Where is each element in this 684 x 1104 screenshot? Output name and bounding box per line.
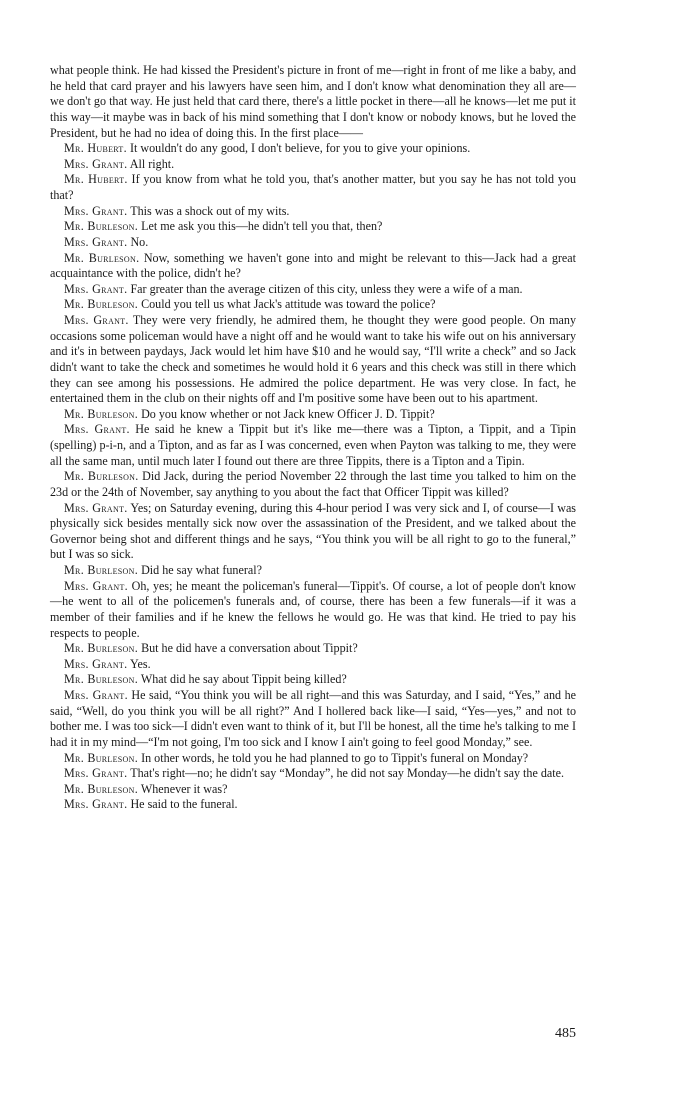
paragraph-text: In other words, he told you he had planned to go to Tippit's funeral on Monday? [141, 750, 529, 765]
speaker-name: Mrs. Grant. [64, 578, 128, 593]
transcript-paragraph [50, 172, 576, 203]
speaker-name: Mr. Burleson. [64, 781, 139, 796]
paragraph-text: That's right—no; he didn't say “Monday”, he did not say Monday—he didn't say the date. [130, 766, 565, 781]
speaker-name: Mrs. Grant. [64, 422, 130, 437]
paragraph-text: Let me ask you this—he didn't tell you that, then? [141, 219, 383, 234]
paragraph-text: Oh, yes; he meant the policeman's funeral—Tippit's. Of course, a lot of people don't know—he went to all of the policemen's funerals and, of course, there has been a few funerals—if it was a member of their families and if he knew the fellows he would go. He was that kind. He tried to pay his respects to people. [50, 578, 576, 640]
transcript-paragraph [50, 688, 576, 751]
transcript-paragraph [50, 235, 576, 251]
paragraph-text: What did he say about Tippit being killed? [140, 672, 347, 687]
speaker-name: Mrs. Grant. [64, 766, 128, 781]
transcript-paragraph [50, 501, 576, 564]
transcript-paragraph [50, 672, 576, 688]
transcript-page [50, 63, 576, 813]
speaker-name: Mrs. Grant. [64, 656, 128, 671]
speaker-name: Mrs. Grant. [64, 234, 128, 249]
transcript-paragraph [50, 579, 576, 642]
paragraph-text: Could you tell us what Jack's attitude was toward the police? [141, 297, 436, 312]
paragraph-text: Did Jack, during the period November 22 through the last time you talked to him on the 23d or the 24th of November, say anything to you about the fact that Officer Tippit was killed? [50, 469, 576, 499]
transcript-paragraph [50, 157, 576, 173]
speaker-name: Mr. Burleson. [64, 750, 139, 765]
paragraph-text: Now, something we haven't gone into and might be relevant to this—Jack had a great acquaintance with the police, didn't he? [50, 250, 576, 281]
speaker-name: Mr. Hubert. [64, 141, 127, 156]
transcript-paragraph [50, 251, 576, 282]
speaker-name: Mrs. Grant. [64, 281, 128, 296]
paragraph-text: He said, “You think you will be all right—and this was Saturday, and I said, “Yes,” and he said, “Well, do you think you will be all right?” And I hollered back like—I said, “Yes—yes,” and not to bother me. I was too sick—I didn't even want to think of it, but I'll be honest, all the time he's talking to me I had it in my mind—“I'm not going, I'm too sick and I know I ain't going to feel good Monday,” see. [50, 688, 577, 749]
paragraph-text: what people think. He had kissed the President's picture in front of me—right in front of me like a baby, and he held that card prayer and his lawyers have seen him, and I don't know what denomination they all are—we don't go that way. He just held that card there, there's a little pocket in there—all he knows—let me put it this way—it maybe was in back of his mind something that I don't know or nobody knows, but he loved the President, but he had no idea of doing this. In the first place—— [50, 63, 576, 140]
transcript-paragraph [50, 297, 576, 313]
transcript-paragraph [50, 782, 576, 798]
transcript-paragraph [50, 141, 576, 157]
speaker-name: Mrs. Grant. [64, 797, 128, 812]
speaker-name: Mr. Burleson. [64, 469, 139, 484]
paragraph-text: All right. [129, 156, 175, 171]
speaker-name: Mrs. Grant. [64, 688, 128, 702]
speaker-name: Mrs. Grant. [64, 500, 128, 515]
paragraph-text: Far greater than the average citizen of this city, unless they were a wife of a man. [130, 281, 523, 296]
speaker-name: Mr. Burleson. [64, 297, 139, 312]
paragraph-text: It wouldn't do any good, I don't believe, for you to give your opinions. [129, 141, 471, 156]
transcript-paragraph [50, 641, 576, 657]
speaker-name: Mr. Hubert. [64, 172, 128, 187]
transcript-paragraph [50, 407, 576, 423]
transcript-paragraph [50, 204, 576, 220]
transcript-paragraph [50, 766, 576, 782]
page-number: 485 [555, 1026, 576, 1041]
transcript-paragraph [50, 563, 576, 579]
speaker-name: Mr. Burleson. [64, 641, 139, 656]
transcript-paragraph [50, 313, 576, 407]
paragraph-text: This was a shock out of my wits. [130, 203, 290, 218]
transcript-paragraph [50, 422, 576, 469]
paragraph-text: Whenever it was? [140, 781, 228, 796]
paragraph-text: Yes; on Saturday evening, during this 4-hour period I was very sick and I, of course—I was physically sick besides mentally sick now over the assassination of the President, and we talked about the Governor being shot and different things and he says, “You think you will be all right to go to the funeral,” but I was so sick. [50, 500, 577, 562]
speaker-name: Mr. Burleson. [64, 406, 139, 421]
transcript-paragraph [50, 63, 576, 141]
paragraph-text: Did he say what funeral? [141, 563, 262, 577]
paragraph-text: But he did have a conversation about Tippit? [141, 641, 358, 656]
transcript-paragraph [50, 282, 576, 298]
paragraph-text: He said to the funeral. [130, 797, 238, 812]
paragraph-text: No. [130, 234, 149, 249]
speaker-name: Mr. Burleson. [64, 250, 140, 265]
transcript-paragraph [50, 219, 576, 235]
speaker-name: Mrs. Grant. [64, 203, 128, 218]
paragraph-text: Yes. [130, 656, 151, 671]
transcript-paragraph [50, 751, 576, 767]
transcript-paragraph [50, 797, 576, 813]
transcript-paragraph [50, 469, 576, 500]
speaker-name: Mr. Burleson. [64, 219, 139, 234]
paragraph-text: He said he knew a Tippit but it's like me—there was a Tipton, a Tippit, and a Tipin (spelling) p-i-n, and a Tipton, and as far as I was concerned, even when Payton was talking to me, they were all the same man, until much later I found out there are three Tippits, there is a Tipton and a Tipin. [50, 422, 577, 468]
transcript-paragraph [50, 657, 576, 673]
speaker-name: Mr. Burleson. [64, 672, 139, 687]
paragraph-text: They were very friendly, he admired them, he thought they were good people. On many occasions some policeman would have a night off and he would want to take his wife out on his anniversary and it's in between paydays, Jack would let him have $10 and he would say, “I'll write a check” and so Jack didn't want to take the check and sometimes he would hold it 6 years and this check was still in there which they can see among his possessions. He admired the police department. He was very close. In fact, he entertained them in the club on their nights off and I'm positive some have been out to his apartment. [50, 313, 577, 406]
speaker-name: Mr. Burleson. [64, 563, 139, 577]
paragraph-text: Do you know whether or not Jack knew Officer J. D. Tippit? [141, 406, 435, 421]
speaker-name: Mrs. Grant. [64, 156, 128, 171]
speaker-name: Mrs. Grant. [64, 313, 129, 327]
paragraph-text: If you know from what he told you, that's another matter, but you say he has not told you that? [50, 172, 576, 202]
